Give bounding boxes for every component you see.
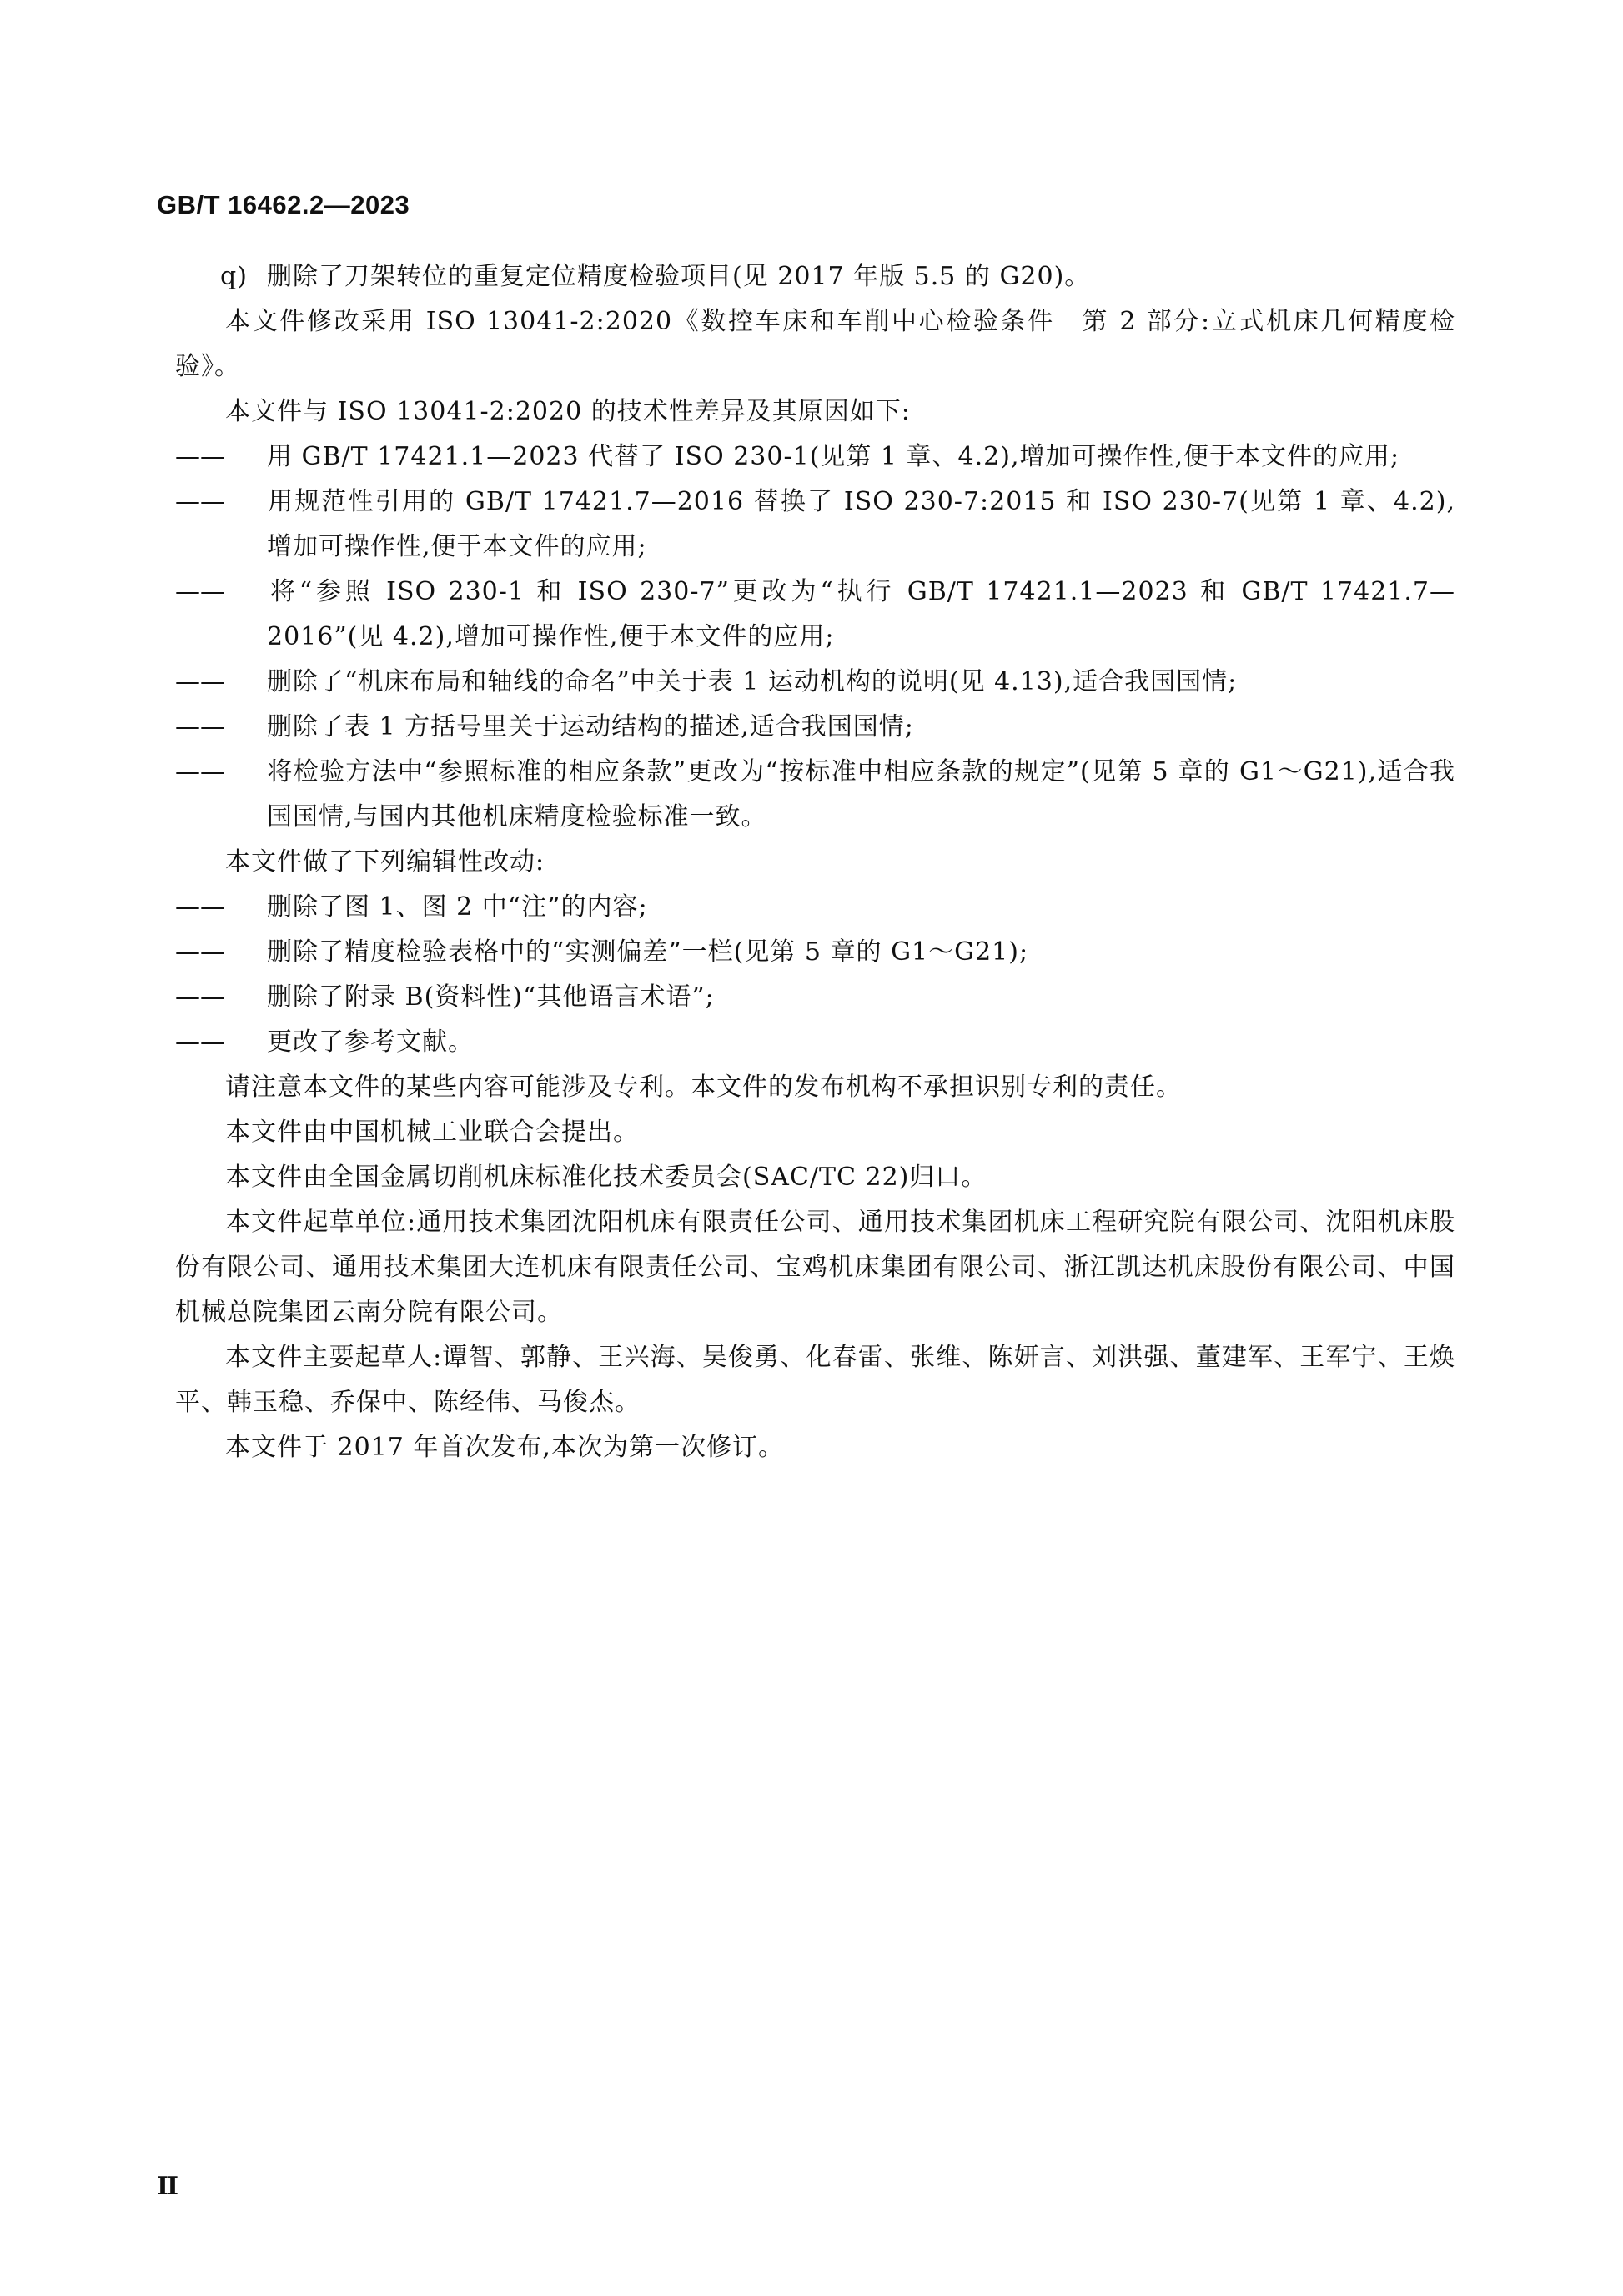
list-item-text: 删除了附录 B(资料性)“其他语言术语”; xyxy=(267,982,715,1012)
document-code: GB/T 16462.2—2023 xyxy=(157,190,410,219)
list-item-text: 删除了图 1、图 2 中“注”的内容; xyxy=(267,892,648,922)
list-item-text: 更改了参考文献。 xyxy=(267,1027,474,1057)
dash-marker: —— xyxy=(175,937,225,967)
list-item-q xyxy=(175,254,1455,299)
editorial-changes-intro: 本文件做了下列编辑性改动: xyxy=(225,847,545,877)
centralized-by: 本文件由全国金属切削机床标准化技术委员会(SAC/TC 22)归口。 xyxy=(225,1163,987,1192)
list-item xyxy=(175,435,1455,480)
dash-marker: —— xyxy=(175,487,225,516)
list-item xyxy=(175,705,1455,750)
list-item xyxy=(175,660,1455,705)
list-item-text: 将检验方法中“参照标准的相应条款”更改为“按标准中相应条款的规定”(见第 5 章的 G1～G21),适合我国国情,与国内其他机床精度检验标准一致。 xyxy=(267,757,1455,831)
technical-differences-intro: 本文件与 ISO 13041-2:2020 的技术性差异及其原因如下: xyxy=(225,397,911,426)
list-item xyxy=(175,750,1455,840)
dash-marker: —— xyxy=(175,712,225,741)
proposed-by: 本文件由中国机械工业联合会提出。 xyxy=(225,1118,639,1147)
list-item xyxy=(175,975,1455,1020)
main-drafters: 本文件主要起草人:谭智、郭静、王兴海、吴俊勇、化春雷、张维、陈妍言、刘洪强、董建军、王军宁、王焕平、韩玉稳、乔保中、陈经伟、马俊杰。 xyxy=(175,1343,1455,1417)
dash-marker: —— xyxy=(175,442,225,471)
list-item xyxy=(175,930,1455,975)
list-item-text: 删除了刀架转位的重复定位精度检验项目(见 2017 年版 5.5 的 G20)。 xyxy=(267,262,1091,291)
dash-marker: —— xyxy=(175,1027,225,1057)
patent-notice: 请注意本文件的某些内容可能涉及专利。本文件的发布机构不承担识别专利的责任。 xyxy=(225,1073,1182,1102)
list-item xyxy=(175,885,1455,930)
list-item-text: 删除了“机床布局和轴线的命名”中关于表 1 运动机构的说明(见 4.13),适合我国国情; xyxy=(267,667,1238,696)
page-number: II xyxy=(157,2172,178,2201)
list-item-text: 用规范性引用的 GB/T 17421.7—2016 替换了 ISO 230-7:2015 和 ISO 230-7(见第 1 章、4.2),增加可操作性,便于本文件的应用; xyxy=(267,487,1455,561)
dash-marker: —— xyxy=(175,577,225,606)
list-item-text: 删除了表 1 方括号里关于运动结构的描述,适合我国国情; xyxy=(267,712,914,741)
dash-marker: —— xyxy=(175,667,225,696)
list-item-text: 删除了精度检验表格中的“实测偏差”一栏(见第 5 章的 G1～G21); xyxy=(267,937,1029,967)
dash-marker: —— xyxy=(175,982,225,1012)
adoption-paragraph: 本文件修改采用 ISO 13041-2:2020《数控车床和车削中心检验条件 第 2 部分:立式机床几何精度检验》。 xyxy=(175,307,1455,381)
foreword-body xyxy=(175,254,1455,1470)
list-item xyxy=(175,1020,1455,1065)
dash-marker: —— xyxy=(175,757,225,786)
list-marker: q) xyxy=(220,262,248,291)
publication-history: 本文件于 2017 年首次发布,本次为第一次修订。 xyxy=(225,1433,784,1462)
dash-marker: —— xyxy=(175,892,225,922)
list-item-text: 将“参照 ISO 230-1 和 ISO 230-7”更改为“执行 GB/T 17421.1—2023 和 GB/T 17421.7—2016”(见 4.2),增加可操作性,便于本文件的应用; xyxy=(267,577,1455,651)
list-item xyxy=(175,570,1455,660)
list-item-text: 用 GB/T 17421.1—2023 代替了 ISO 230-1(见第 1 章、4.2),增加可操作性,便于本文件的应用; xyxy=(267,442,1400,471)
drafting-units: 本文件起草单位:通用技术集团沈阳机床有限责任公司、通用技术集团机床工程研究院有限公司、沈阳机床股份有限公司、通用技术集团大连机床有限责任公司、宝鸡机床集团有限公司、浙江凯达机床股份有限公司、中国机械总院集团云南分院有限公司。 xyxy=(175,1208,1455,1327)
list-item xyxy=(175,480,1455,570)
